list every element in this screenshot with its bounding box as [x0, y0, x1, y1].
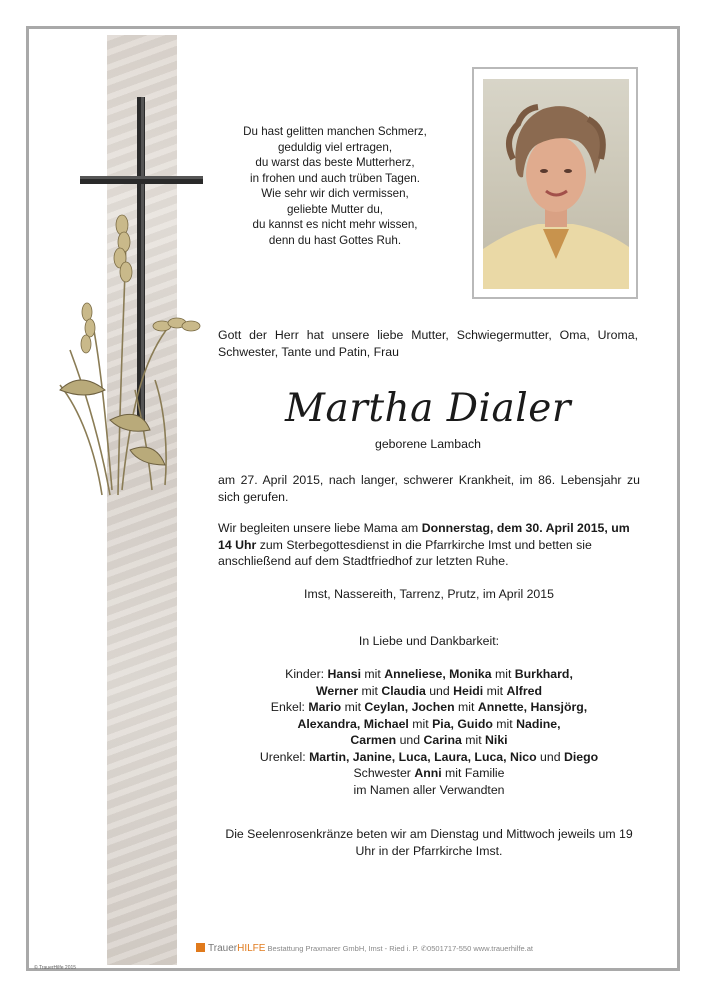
- cross-wheat-illustration: [40, 90, 230, 510]
- family-name: Anneliese, Monika: [384, 667, 492, 681]
- connector-text: mit: [341, 700, 365, 714]
- connector-text: mit: [483, 683, 507, 698]
- brand-name: [208, 943, 265, 954]
- connector-text: und: [536, 749, 564, 764]
- enkel-line-1: [218, 699, 640, 716]
- family-name: Nadine,: [516, 716, 561, 731]
- poem: [215, 124, 455, 248]
- poem-line: denn du hast Gottes Ruh.: [268, 233, 402, 247]
- family-name: Martin, Janine, Luca, Laura, Luca, Nico: [309, 749, 537, 764]
- place-date: Imst, Nassereith, Tarrenz, Prutz, im April 2015: [304, 587, 554, 601]
- intro-text: Gott der Herr hat unsere liebe Mutter, Schwiegermutter, Oma, Uroma, Schwester, Tante und Patin, Frau: [218, 328, 638, 359]
- family-name: Alfred: [506, 683, 542, 698]
- footer-contact: Bestattung Praxmarer GmbH, Imst - Ried i. P. ✆0501717-550 www.trauerhilfe.at: [267, 944, 533, 953]
- connector-text: und: [425, 683, 454, 698]
- brand-name-a: Trauer: [208, 943, 238, 954]
- family-name: Niki: [485, 733, 508, 747]
- kinder-names-1: [328, 667, 573, 681]
- schwester-suffix: mit Familie: [441, 766, 505, 780]
- family-name: Burkhard,: [514, 667, 573, 681]
- family-name: Heidi: [453, 683, 484, 698]
- family-name: Hansi: [327, 667, 362, 681]
- kinder-label: Kinder:: [285, 667, 328, 681]
- connector-text: mit: [461, 733, 486, 747]
- copyright: © TrauerHilfe 2015: [34, 965, 77, 971]
- brand-name-b: HILFE: [237, 943, 266, 954]
- family-name: Claudia: [381, 683, 426, 698]
- poem-line: Wie sehr wir dich vermissen,: [261, 187, 409, 200]
- enkel-line-2: [218, 716, 640, 733]
- poem-line: du warst das beste Mutterherz,: [255, 156, 415, 169]
- family-name: Mario: [308, 700, 342, 714]
- family-list: [218, 666, 640, 798]
- family-name: Alexandra, Michael: [297, 716, 409, 731]
- urenkel-names: [309, 750, 598, 764]
- deceased-name: Martha Dialer: [285, 386, 571, 431]
- verwandte-line: im Namen aller Verwandten: [353, 782, 505, 797]
- connector-text: mit: [492, 716, 517, 731]
- connector-text: und: [396, 733, 424, 747]
- enkel-names-1: [308, 700, 587, 714]
- poem-line: du kannst es nicht mehr wissen,: [252, 218, 418, 231]
- connector-text: mit: [454, 700, 478, 714]
- portrait-photo: [483, 79, 629, 289]
- poem-line: in frohen und auch trüben Tagen.: [250, 171, 420, 185]
- maiden-name: geborene Lambach: [375, 437, 481, 451]
- funeral-date: Donnerstag, dem 30. April 2015,: [421, 521, 608, 535]
- family-name: Carina: [423, 733, 462, 747]
- connector-text: mit: [491, 667, 515, 681]
- family-name: Pia, Guido: [432, 716, 493, 731]
- poem-line: geduldig viel ertragen,: [277, 140, 393, 154]
- death-notice: am 27. April 2015, nach langer, schwerer Krankheit, im 86. Lebensjahr zu sich gerufen.: [218, 473, 640, 504]
- footer: [196, 943, 533, 954]
- thanks-heading: In Liebe und Dankbarkeit:: [358, 634, 500, 648]
- enkel-label: Enkel:: [270, 700, 309, 714]
- funeral-text: Wir begleiten unsere liebe Mama am: [218, 521, 422, 535]
- connector-text: mit: [361, 667, 385, 681]
- urenkel-line: [218, 749, 640, 766]
- kinder-line-1: [218, 666, 640, 683]
- schwester-label: Schwester: [353, 766, 415, 780]
- family-name: Ceylan, Jochen: [364, 700, 455, 714]
- brand-logo-icon: [196, 943, 205, 952]
- connector-text: mit: [358, 683, 382, 698]
- urenkel-label: Urenkel:: [259, 749, 310, 764]
- funeral-time: um 14 Uhr: [218, 521, 630, 552]
- kinder-line-2: [218, 683, 640, 700]
- family-name: Werner: [315, 683, 359, 698]
- family-name: Diego: [563, 749, 599, 764]
- poem-line: geliebte Mutter du,: [286, 202, 384, 216]
- rosary-notice: Die Seelenrosenkränze beten wir am Dienstag und Mittwoch jeweils um 19 Uhr in der Pfarrkirche Imst.: [225, 827, 633, 858]
- enkel-line-3: [218, 732, 640, 749]
- schwester-line: [218, 765, 640, 782]
- connector-text: mit: [408, 716, 433, 731]
- funeral-text-rest: zum Sterbegottesdienst in die Pfarrkirche Imst und betten sie anschließend auf dem Stadtfriedhof zur letzten Ruhe.: [218, 537, 592, 568]
- family-name: Carmen: [350, 733, 397, 747]
- cross-icon: [80, 97, 203, 427]
- family-name: Annette, Hansjörg,: [477, 700, 588, 714]
- schwester-name: Anni: [414, 766, 442, 780]
- portrait-frame: [472, 67, 638, 299]
- funeral-info: [218, 520, 640, 570]
- poem-line: Du hast gelitten manchen Schmerz,: [243, 125, 427, 138]
